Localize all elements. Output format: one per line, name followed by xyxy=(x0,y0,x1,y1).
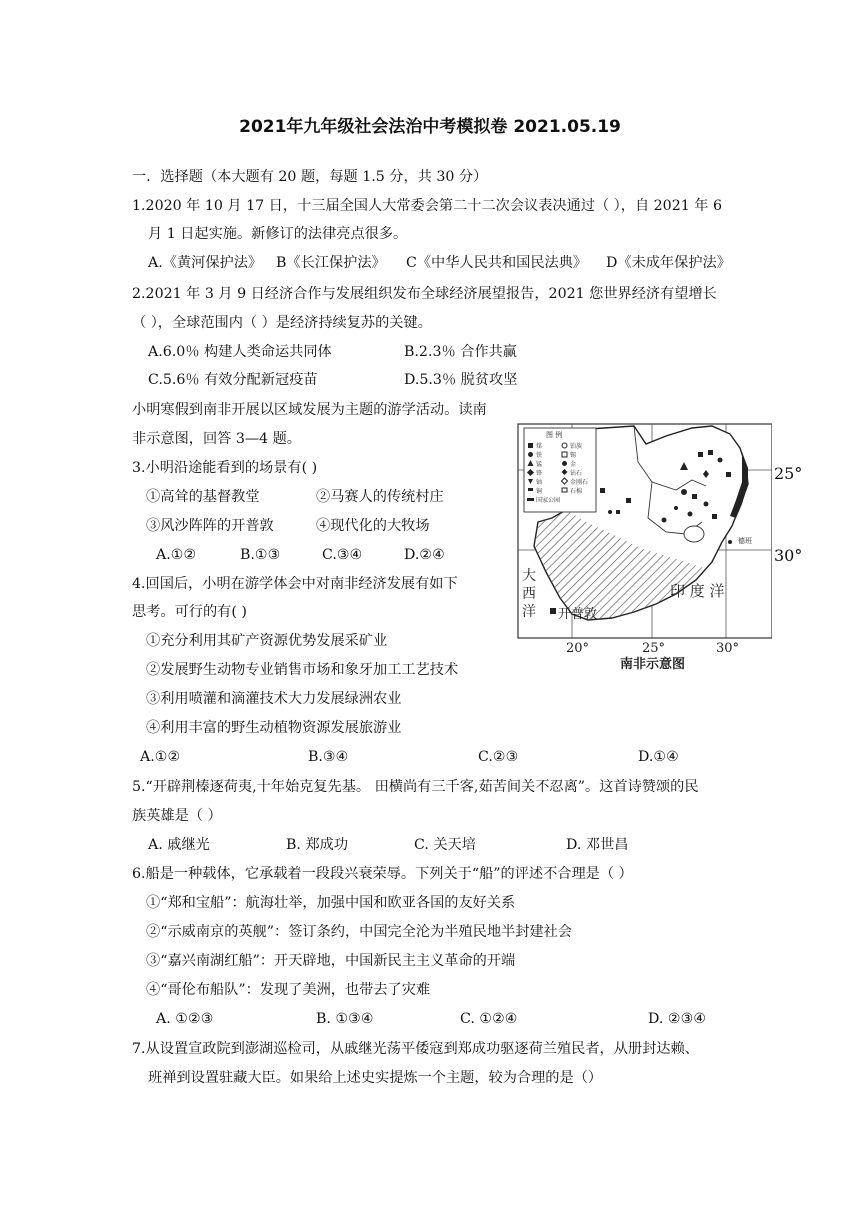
mineral-marker xyxy=(626,498,631,503)
q4-option-c: C.②③ xyxy=(478,749,519,765)
section-heading: 一．选择题（本大题有 20 题，每题 1.5 分，共 30 分） xyxy=(132,169,488,185)
coal-icon xyxy=(528,443,533,448)
mineral-marker xyxy=(674,506,678,510)
lon-30-label: 30° xyxy=(716,641,740,656)
mineral-marker xyxy=(718,458,723,463)
gold-icon xyxy=(562,461,567,466)
q4-statement-1: ①充分利用其矿产资源优势发展采矿业 xyxy=(146,633,388,649)
q2-stem-line2: （ ），全球范围内（ ）是经济持续复苏的关键。 xyxy=(132,315,432,331)
legend-diamond: 钻石 xyxy=(570,470,583,477)
legend-iron: 铁 xyxy=(536,452,543,459)
copper-icon xyxy=(528,488,533,491)
q1-option-c: C《中华人民共和国民法典》 xyxy=(406,255,588,271)
mineral-marker xyxy=(681,489,687,495)
q4-statement-2: ②发展野生动物专业销售市场和象牙加工工艺技术 xyxy=(146,662,459,678)
capetown-marker xyxy=(550,608,556,614)
legend-gold: 金 xyxy=(570,461,577,468)
q6-statement-1: ①“郑和宝船”：航海壮举，加强中国和欧亚各国的友好关系 xyxy=(146,895,516,911)
q4-stem-line2: 思考。可行的有( ) xyxy=(132,604,247,620)
q4-stem-line1: 4.回国后，小明在游学体会中对南非经济发展有如下 xyxy=(132,576,458,592)
q4-option-b: B.③④ xyxy=(308,749,349,765)
q1-stem-line1: 1.2020 年 10 月 17 日，十三届全国人大常委会第二十二次会议表决通过（ ），自 2021 年 6 xyxy=(132,198,722,214)
legend-manganese: 锰 xyxy=(536,461,543,468)
q2-stem-line1: 2.2021 年 3 月 9 日经济合作与发展组织发布全球经济展望报告，2021 您世界经济有望增长 xyxy=(132,286,717,302)
south-africa-map xyxy=(516,422,772,674)
mineral-marker xyxy=(688,512,693,517)
q3-stem: 3.小明沿途能看到的场景有( ) xyxy=(132,460,318,476)
lat-25-side-label: 25° xyxy=(774,464,803,483)
q6-option-b: B. ①③④ xyxy=(316,1011,374,1027)
legend-chromium: 铬 xyxy=(536,470,543,477)
q6-statement-3: ③“嘉兴南湖红船”：开天辟地，中国新民主主义革命的开端 xyxy=(146,953,516,969)
mineral-marker xyxy=(726,472,731,477)
q5-option-c: C. 关天培 xyxy=(414,837,476,853)
mineral-marker xyxy=(708,450,713,455)
q4-statement-3: ③利用喷灌和滴灌技术大力发展绿洲农业 xyxy=(146,691,402,707)
q4-option-a: A.①② xyxy=(140,749,181,765)
mineral-marker xyxy=(616,510,620,514)
page-title: 2021年九年级社会法治中考模拟卷 2021.05.19 xyxy=(239,117,621,137)
q2-option-a: A.6.0％ 构建人类命运共同体 xyxy=(148,344,332,360)
lon-20-label: 20° xyxy=(566,641,590,656)
national-park-icon xyxy=(527,498,534,501)
q1-option-b: B《长江保护法》 xyxy=(276,255,386,271)
q3-option-a: A.①② xyxy=(156,547,197,563)
legend-diamond-mine: 金刚石 xyxy=(570,479,589,486)
mineral-marker xyxy=(704,502,709,507)
q1-option-d: D《未成年保护法》 xyxy=(606,255,731,271)
durban-label: 德班 xyxy=(738,537,752,545)
q6-option-a: A. ①②③ xyxy=(156,1011,214,1027)
ocean-atlantic-2: 西 xyxy=(522,586,536,602)
q3-statement-4: ④现代化的大牧场 xyxy=(316,518,430,534)
q3-option-c: C.③④ xyxy=(322,547,363,563)
q2-option-b: B.2.3％ 合作共赢 xyxy=(404,344,517,360)
lon-25-label: 25° xyxy=(642,641,666,656)
lat-30-side-label: 30° xyxy=(774,546,803,565)
lesotho-outline xyxy=(684,526,704,542)
legend-tin: 锡 xyxy=(570,452,577,459)
q3-statement-3: ③风沙阵阵的开普敦 xyxy=(146,518,274,534)
map-caption: 南非示意图 xyxy=(620,657,686,672)
q2-option-c: C.5.6％ 有效分配新冠疫苗 xyxy=(148,372,318,388)
q5-option-a: A. 戚继光 xyxy=(148,837,210,853)
q3-option-d: D.②④ xyxy=(404,547,445,563)
q4-statement-4: ④利用丰富的野生动植物资源发展旅游业 xyxy=(146,720,402,736)
q5-stem-line2: 族英雄是（ ） xyxy=(132,808,222,824)
legend-title: 图 例 xyxy=(546,431,563,439)
q6-statement-2: ②“示威南京的英舰”：签订条约，中国完全沦为半殖民地半封建社会 xyxy=(146,924,572,940)
durban-marker xyxy=(728,540,732,544)
legend-platinum: 铂族 xyxy=(570,443,583,450)
q6-option-c: C. ①②④ xyxy=(460,1011,518,1027)
iron-icon xyxy=(528,452,533,457)
legend-copper: 铜 xyxy=(536,488,543,495)
mineral-marker xyxy=(712,514,717,519)
q3-option-b: B.①③ xyxy=(240,547,281,563)
q5-stem-line1: 5.“开辟荆榛逐荷夷,十年始克复先基。 田横尚有三千客,茹苦间关不忍离”。这首诗赞颂的民 xyxy=(132,779,699,795)
q3-statement-2: ②马赛人的传统村庄 xyxy=(316,489,444,505)
legend-national-park: 国家公园 xyxy=(536,497,561,504)
q5-option-d: D. 邓世昌 xyxy=(566,837,629,853)
q1-stem-line2: 月 1 日起实施。新修订的法律亮点很多。 xyxy=(148,226,408,242)
q6-statement-4: ④“哥伦布船队”：发现了美洲，也带去了灾难 xyxy=(146,982,431,998)
q3-4-stem-line1: 小明寒假到南非开展以区域发展为主题的游学活动。读南 xyxy=(132,402,487,418)
mineral-marker xyxy=(698,452,703,457)
south-africa-map-svg xyxy=(516,422,772,674)
q7-stem-line2: 班禅到设置驻藏大臣。如果给上述史实提炼一个主题，较为合理的是（） xyxy=(148,1070,603,1086)
mineral-marker xyxy=(662,518,667,523)
q6-stem: 6.船是一种载体，它承载着一段段兴衰荣辱。下列关于“船”的评述不合理是（ ） xyxy=(132,866,633,882)
mineral-marker xyxy=(600,488,605,493)
ocean-indian: 印 度 洋 xyxy=(670,582,725,600)
q7-stem-line1: 7.从设置宣政院到澎湖巡检司，从戚继光荡平倭寇到郑成功驱逐荷兰殖民者，从册封达赖、 xyxy=(132,1041,699,1057)
q3-statement-1: ①高耸的基督教堂 xyxy=(146,489,260,505)
q3-4-stem-line2: 非示意图，回答 3—4 题。 xyxy=(132,431,301,447)
ocean-atlantic-3: 洋 xyxy=(522,604,536,620)
legend-coal: 煤 xyxy=(536,443,543,450)
q1-option-a: A.《黄河保护法》 xyxy=(148,255,263,271)
ocean-atlantic-1: 大 xyxy=(522,568,536,584)
legend-asbestos: 石棉 xyxy=(570,488,583,495)
capetown-label: 开普敦 xyxy=(558,607,598,622)
q4-option-d: D.①④ xyxy=(638,749,679,765)
q2-option-d: D.5.3％ 脱贫攻坚 xyxy=(404,372,518,388)
legend-uranium: 铀 xyxy=(536,479,543,486)
mineral-marker xyxy=(692,494,697,499)
mineral-marker xyxy=(608,510,612,514)
q5-option-b: B. 郑成功 xyxy=(286,837,349,853)
q6-option-d: D. ②③④ xyxy=(648,1011,707,1027)
